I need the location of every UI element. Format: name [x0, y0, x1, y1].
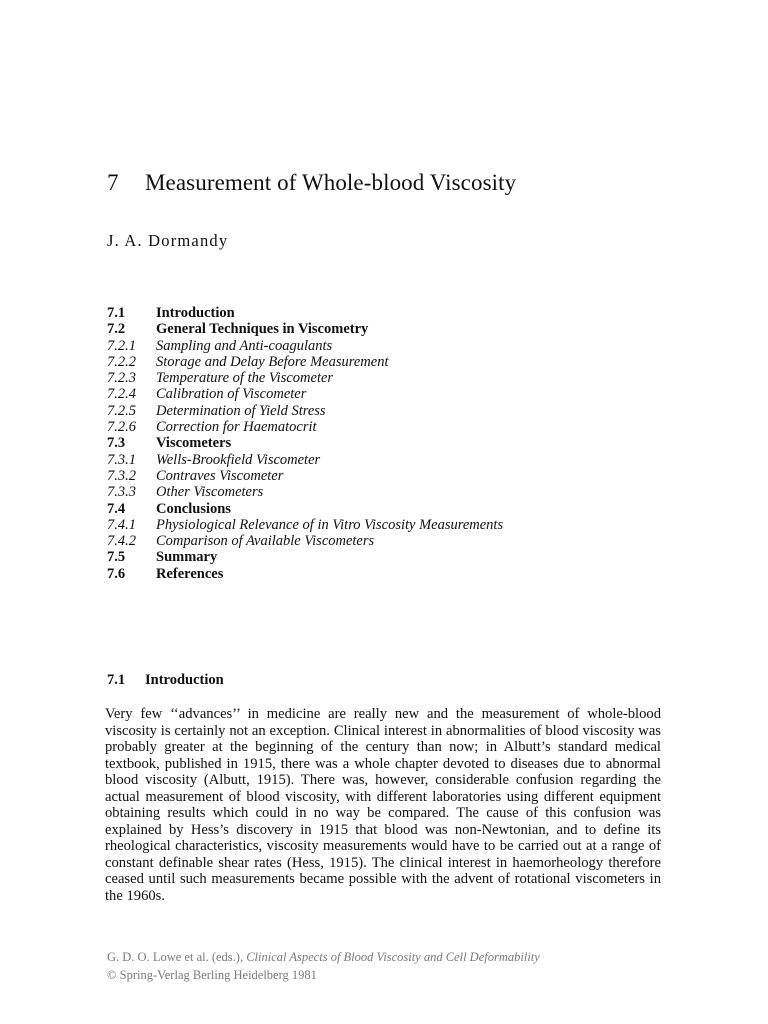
toc-entry-number: 7.2.2: [107, 353, 136, 370]
footer-editors: G. D. O. Lowe et al. (eds.),: [107, 950, 244, 964]
toc-entry-label: Determination of Yield Stress: [156, 402, 326, 419]
toc-entry: [107, 549, 667, 565]
toc-entry-label: Calibration of Viscometer: [156, 386, 307, 403]
toc-entry-number: 7.3.2: [107, 467, 136, 484]
toc-entry: [107, 370, 667, 386]
section-heading: [107, 672, 224, 689]
toc-entry-number: 7.2: [107, 321, 126, 338]
toc-entry-number: 7.2.3: [107, 370, 136, 387]
chapter-number: 7: [107, 170, 119, 195]
toc-entry: [107, 321, 667, 337]
toc-entry-label: Introduction: [156, 305, 235, 321]
toc-entry: [107, 338, 667, 354]
toc-entry-label: Physiological Relevance of in Vitro Viscosity Measurements: [156, 516, 504, 533]
toc-entry: [107, 419, 667, 435]
toc-entry-label: References: [156, 565, 224, 582]
toc-entry-number: 7.2.1: [107, 337, 136, 354]
toc-entry: [107, 566, 667, 582]
toc-entry-number: 7.4.1: [107, 516, 136, 533]
toc-entry-label: Contraves Viscometer: [156, 467, 284, 484]
page-footer: [107, 948, 540, 984]
footer-citation: [107, 948, 540, 966]
toc-entry: [107, 403, 667, 419]
author-name: J. A. Dormandy: [107, 231, 229, 250]
toc-entry-label: Sampling and Anti-coagulants: [156, 337, 333, 354]
toc-entry-label: Correction for Haematocrit: [156, 419, 317, 436]
toc-entry-number: 7.4.2: [107, 533, 136, 550]
toc-entry: [107, 435, 667, 451]
toc-entry-number: 7.5: [107, 549, 126, 566]
toc-entry: [107, 305, 667, 321]
toc-entry-label: Storage and Delay Before Measurement: [156, 353, 389, 370]
toc-entry: [107, 468, 667, 484]
toc-entry-number: 7.2.6: [107, 419, 136, 436]
toc-entry: [107, 354, 667, 370]
footer-copyright: © Spring-Verlag Berling Heidelberg 1981: [107, 968, 317, 982]
toc-entry: [107, 533, 667, 549]
chapter-title: [107, 170, 516, 196]
toc-entry-number: 7.3: [107, 435, 126, 452]
section-title: Introduction: [145, 672, 224, 688]
toc-entry: [107, 452, 667, 468]
toc-entry-label: Wells-Brookfield Viscometer: [156, 451, 321, 468]
toc-entry-number: 7.2.4: [107, 386, 136, 403]
toc-entry-number: 7.4: [107, 500, 126, 517]
toc-entry-number: 7.3.3: [107, 484, 136, 501]
toc-entry-number: 7.3.1: [107, 451, 136, 468]
chapter-title-text: Measurement of Whole-blood Viscosity: [145, 170, 517, 195]
toc-entry-label: Conclusions: [156, 500, 231, 517]
toc-entry-label: General Techniques in Viscometry: [156, 321, 369, 338]
toc-entry-number: 7.1: [107, 305, 126, 321]
toc-entry-label: Comparison of Available Viscometers: [156, 533, 375, 550]
toc-entry: [107, 501, 667, 517]
toc-entry-label: Temperature of the Viscometer: [156, 370, 334, 387]
toc-entry: [107, 517, 667, 533]
section-number: 7.1: [107, 672, 126, 688]
section-body-text: Very few ‘‘advances’’ in medicine are really new and the measurement of whole-blood viscosity is certainly not an exception. Clinical interest in abnormalities of blood viscosity was probably greater at the beginning of the century than now; in Albutt’s standard medical textbook, published in 1915, there was a whole chapter devoted to diseases due to abnormal blood viscosity (Albutt, 1915). There was, however, considerable confusion regarding the actual measurement of blood viscosity, with different laboratories using different equipment obtaining results which could in no way be compared. The cause of this confusion was explained by Hess’s discovery in 1915 that blood was non-Newtonian, and to define its rheological characteristics, viscosity measurements would have to be carried out at a range of constant definable shear rates (Hess, 1915). The clinical interest in haemorheology therefore ceased until such measurements became possible with the advent of rotational viscometers in the 1960s.: [105, 706, 661, 904]
toc-entry: [107, 484, 667, 500]
toc-entry-label: Viscometers: [156, 435, 232, 452]
toc-entry-label: Other Viscometers: [156, 484, 264, 501]
toc-entry-label: Summary: [156, 549, 218, 566]
table-of-contents: [107, 305, 667, 582]
toc-entry-number: 7.6: [107, 565, 126, 582]
footer-book-title: Clinical Aspects of Blood Viscosity and Cell Deformability: [246, 950, 540, 964]
toc-entry-number: 7.2.5: [107, 402, 136, 419]
toc-entry: [107, 386, 667, 402]
